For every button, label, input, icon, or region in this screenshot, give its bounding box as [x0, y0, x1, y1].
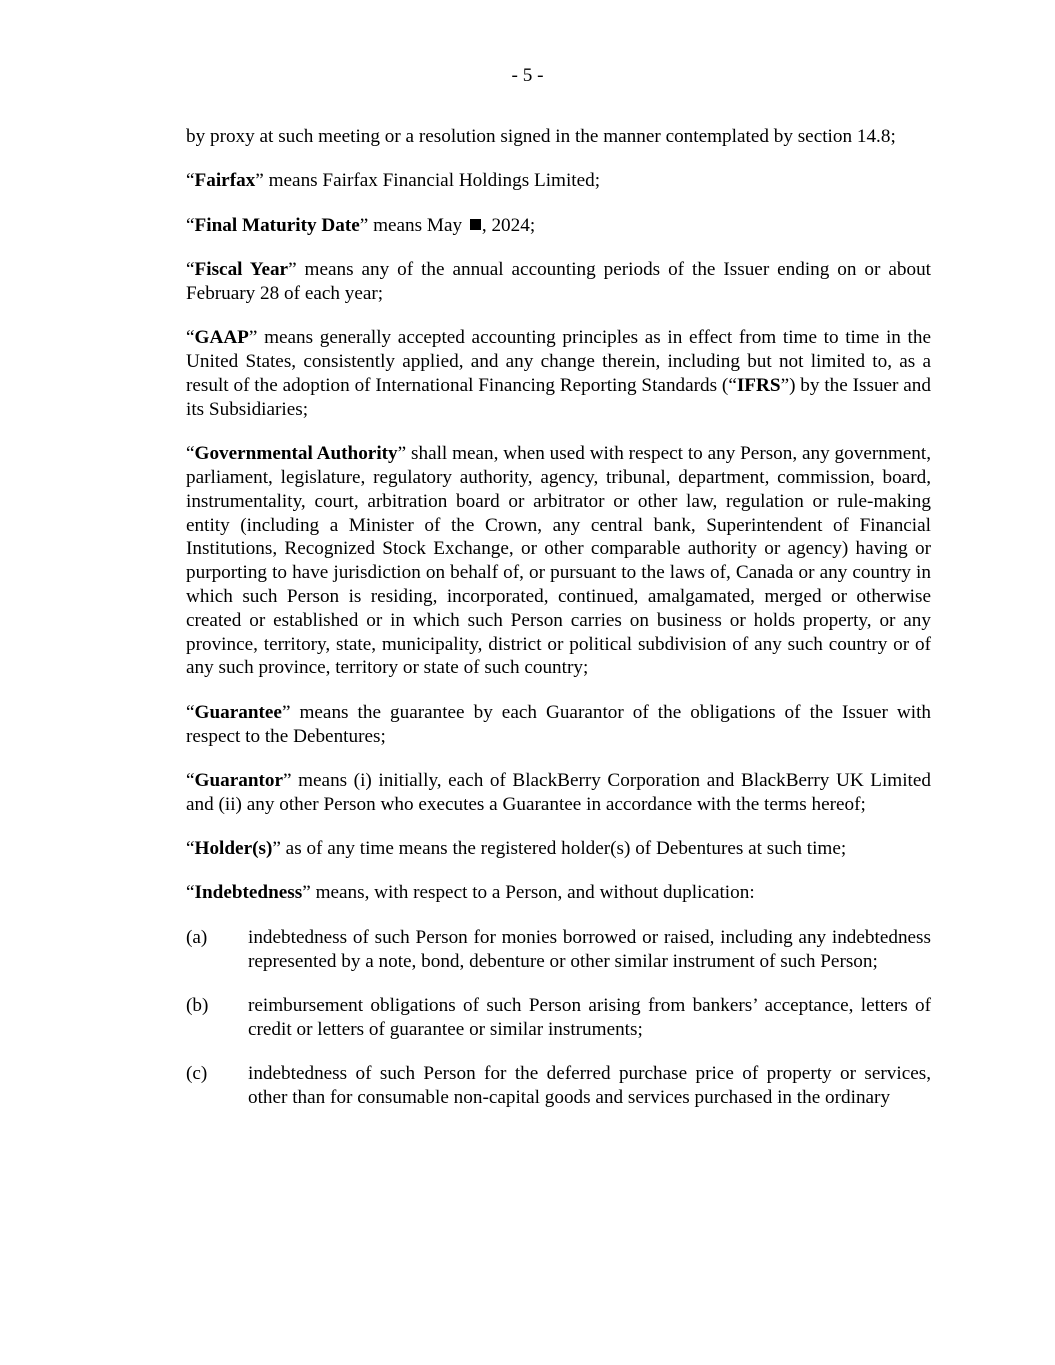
list-item: [186, 1062, 931, 1110]
defined-term: GAAP: [194, 327, 249, 349]
definition-fairfax: “Fairfax” means Fairfax Financial Holdings Limited;: [186, 170, 601, 192]
definition-text: means May: [368, 214, 463, 236]
paragraph-text: by proxy at such meeting or a resolution signed in the manner contemplated by section 14.8;: [186, 126, 896, 147]
definition-text: means (i) initially, each of BlackBerry Corporation and BlackBerry UK Limited and (ii) any other Person who executes a Guarantee in accordance with the terms hereof;: [186, 769, 931, 815]
defined-term: Guarantee: [194, 701, 282, 723]
definition-final-maturity-date: “Final Maturity Date” means May , 2024;: [186, 214, 536, 236]
definition-text: shall mean, when used with respect to any Person, any government, parliament, legislature, regulatory authority, agency, tribunal, department, commission, board, instrumentality, court, arbitration board or arbitrator or other law, regulation or rule-making entity (including a Minister of the Crown, any central bank, Superintendent of Financial Institutions, Recognized Stock Exchange, or other comparable authority or agency) having or purporting to have jurisdiction on behalf of, or pursuant to the laws of, Canada or any country in which such Person is residing, incorporated, continued, amalgamated, merged or otherwise created or established or in which such Person carries on business or holds property, or any province, territory, state, municipality, district or political subdivision of any such country or of any such province, territory or state of such country;: [186, 443, 931, 679]
list-item-label: (a): [186, 926, 208, 948]
list-item-text: indebtedness of such Person for monies borrowed or raised, including any indebtedness represented by a note, bond, debenture or other similar instrument of such Person;: [248, 926, 931, 972]
definition-indebtedness: “Indebtedness” means, with respect to a Person, and without duplication:: [186, 882, 755, 904]
definition-text: as of any time means the registered holder(s) of Debentures at such time;: [280, 838, 847, 860]
list-item-label: (b): [186, 995, 209, 1017]
definition-text: means, with respect to a Person, and without duplication:: [310, 882, 755, 904]
definition-text: means Fairfax Financial Holdings Limited;: [263, 170, 601, 192]
definition-text-tail: ”) by the Issuer and its Subsidiaries;: [186, 374, 931, 420]
defined-term: Indebtedness: [194, 882, 303, 904]
definition-governmental-authority: “Governmental Authority” shall mean, when used with respect to any Person, any government, parliament, legislature, regulatory authority, agency, tribunal, department, commission, board, instrumentality, court, arbitration board or arbitrator or other law, regulation or rule-making entity (including a Minister of the Crown, any central bank, Superintendent of Financial Institutions, Recognized Stock Exchange, or other comparable authority or agency) having or purporting to have jurisdiction on behalf of, or pursuant to the laws of, Canada or any country in which such Person is residing, incorporated, continued, amalgamated, merged or otherwise created or established or in which such Person carries on business or holds property, or any province, territory, state, municipality, district or political subdivision of any such country or of any such province, territory or state of such country;: [186, 443, 931, 679]
paragraph-continuation: [186, 125, 931, 149]
definition-guarantor: “Guarantor” means (i) initially, each of BlackBerry Corporation and BlackBerry UK Limited and (ii) any other Person who executes a Guarantee in accordance with the terms hereof;: [186, 769, 931, 815]
defined-term: Governmental Authority: [194, 443, 398, 465]
defined-term: Fairfax: [194, 170, 256, 192]
black-square-placeholder: [470, 219, 481, 230]
list-item-label: (c): [186, 1063, 208, 1085]
defined-term-ifrs: IFRS: [736, 374, 781, 396]
definition-text-tail: , 2024;: [481, 214, 536, 236]
list-item: [186, 926, 931, 974]
list-item-text: indebtedness of such Person for the deferred purchase price of property or services, other than for consumable non-capital goods and services purchased in the ordinary: [248, 1063, 931, 1109]
page-number: - 5 -: [511, 65, 544, 86]
defined-term: Final Maturity Date: [194, 214, 360, 236]
list-item-text: reimbursement obligations of such Person arising from bankers’ acceptance, letters of credit or letters of guarantee or similar instruments;: [248, 995, 931, 1040]
defined-term: Fiscal Year: [194, 259, 289, 281]
definition-guarantee: “Guarantee” means the guarantee by each Guarantor of the obligations of the Issuer with respect to the Debentures;: [186, 701, 931, 747]
document-body: [186, 125, 931, 1130]
definition-fiscal-year: “Fiscal Year” means any of the annual accounting periods of the Issuer ending on or about February 28 of each year;: [186, 259, 931, 304]
list-item: [186, 994, 931, 1042]
definition-text: means the guarantee by each Guarantor of the obligations of the Issuer with respect to the Debentures;: [186, 701, 931, 747]
definition-text: means any of the annual accounting periods of the Issuer ending on or about February 28 of each year;: [186, 259, 931, 304]
defined-term: Holder(s): [194, 838, 273, 860]
definition-holders: “Holder(s)” as of any time means the registered holder(s) of Debentures at such time;: [186, 838, 847, 860]
definition-gaap: “GAAP” means generally accepted accounting principles as in effect from time to time in the United States, consistently applied, and any change therein, including but not limited to, as a result of the adoption of International Financing Reporting Standards (“IFRS”) by the Issuer and its Subsidiaries;: [186, 327, 931, 420]
defined-term: Guarantor: [194, 769, 284, 791]
definition-text: means generally accepted accounting principles as in effect from time to time in the United States, consistently applied, and any change therein, including but not limited to, as a result of the adoption of International Financing Reporting Standards (“: [186, 327, 931, 396]
